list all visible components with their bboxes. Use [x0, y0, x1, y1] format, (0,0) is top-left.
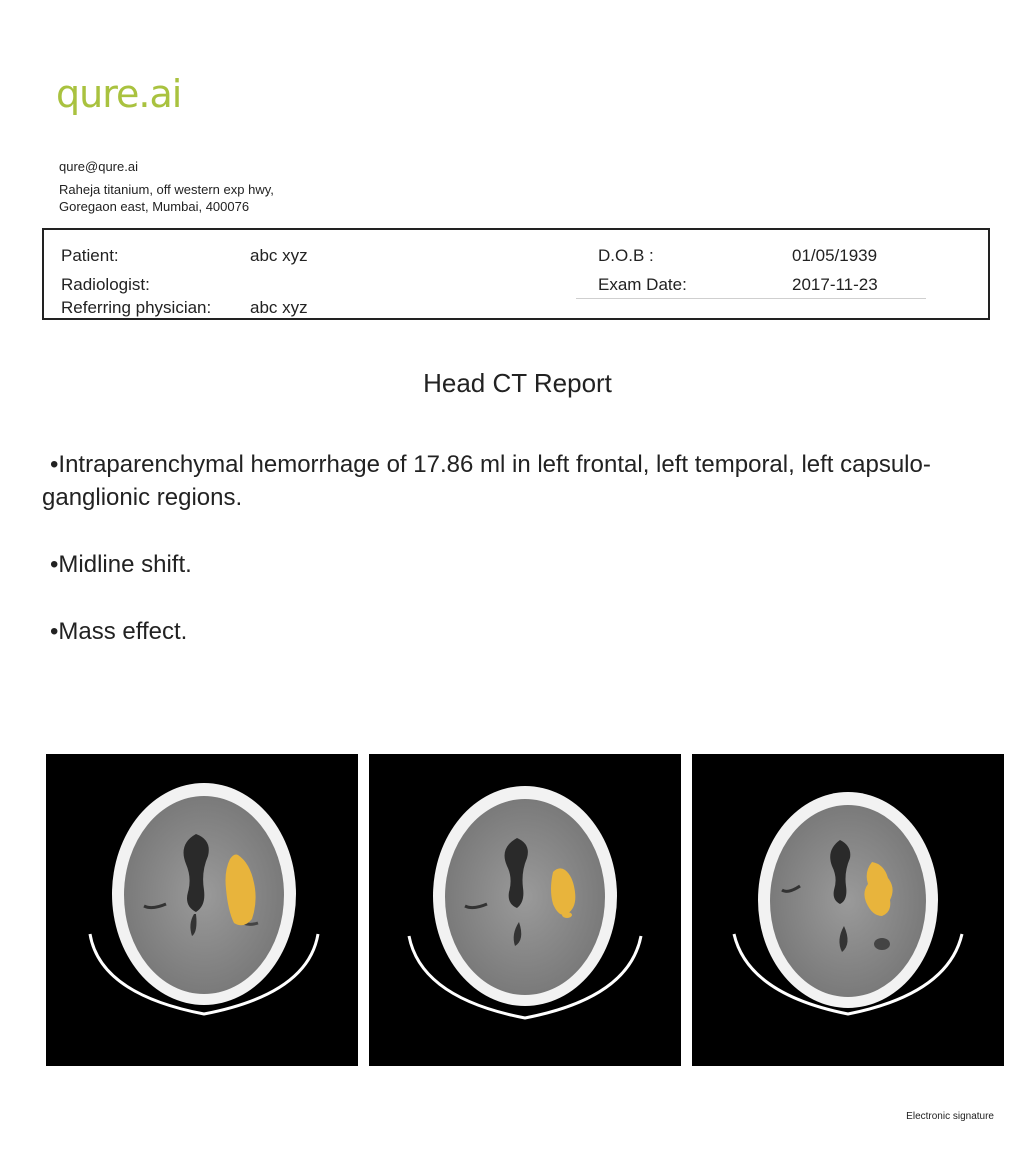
electronic-signature-label: Electronic signature	[906, 1111, 994, 1122]
report-title: Head CT Report	[423, 368, 612, 398]
referring-physician-label: Referring physician:	[61, 298, 212, 317]
radiologist-label: Radiologist:	[61, 275, 150, 294]
patient-label: Patient:	[61, 246, 119, 265]
referring-physician-value: abc xyz	[250, 298, 308, 317]
exam-date-label: Exam Date:	[598, 275, 687, 294]
info-separator	[576, 298, 926, 299]
dob-value: 01/05/1939	[792, 246, 878, 265]
finding-text: Midline shift.	[58, 551, 192, 578]
finding-item	[42, 615, 942, 648]
hemorrhage-highlight	[562, 912, 572, 918]
address-line-1: Raheja titanium, off western exp hwy,	[59, 182, 274, 197]
ct-slice-1	[46, 754, 358, 1066]
finding-item	[42, 448, 942, 514]
qure-ai-logo: qure.ai	[56, 72, 182, 116]
bullet-icon: •	[50, 618, 59, 645]
contact-email: qure@qure.ai	[59, 159, 138, 174]
ct-slice-3	[692, 754, 1004, 1066]
address-line-2: Goregaon east, Mumbai, 400076	[59, 199, 250, 214]
finding-item	[42, 548, 942, 581]
ct-slice-2	[369, 754, 681, 1066]
patient-value: abc xyz	[250, 246, 308, 265]
finding-text: Mass effect.	[58, 618, 188, 645]
exam-date-value: 2017-11-23	[792, 275, 878, 294]
bullet-icon: •	[50, 551, 59, 578]
bullet-icon: •	[50, 451, 59, 478]
patient-info-box	[42, 228, 990, 320]
finding-text: Intraparenchymal hemorrhage of 17.86 ml in left frontal, left temporal, left capsulo-ganglionic regions.	[42, 451, 931, 511]
dob-label: D.O.B :	[598, 246, 654, 265]
